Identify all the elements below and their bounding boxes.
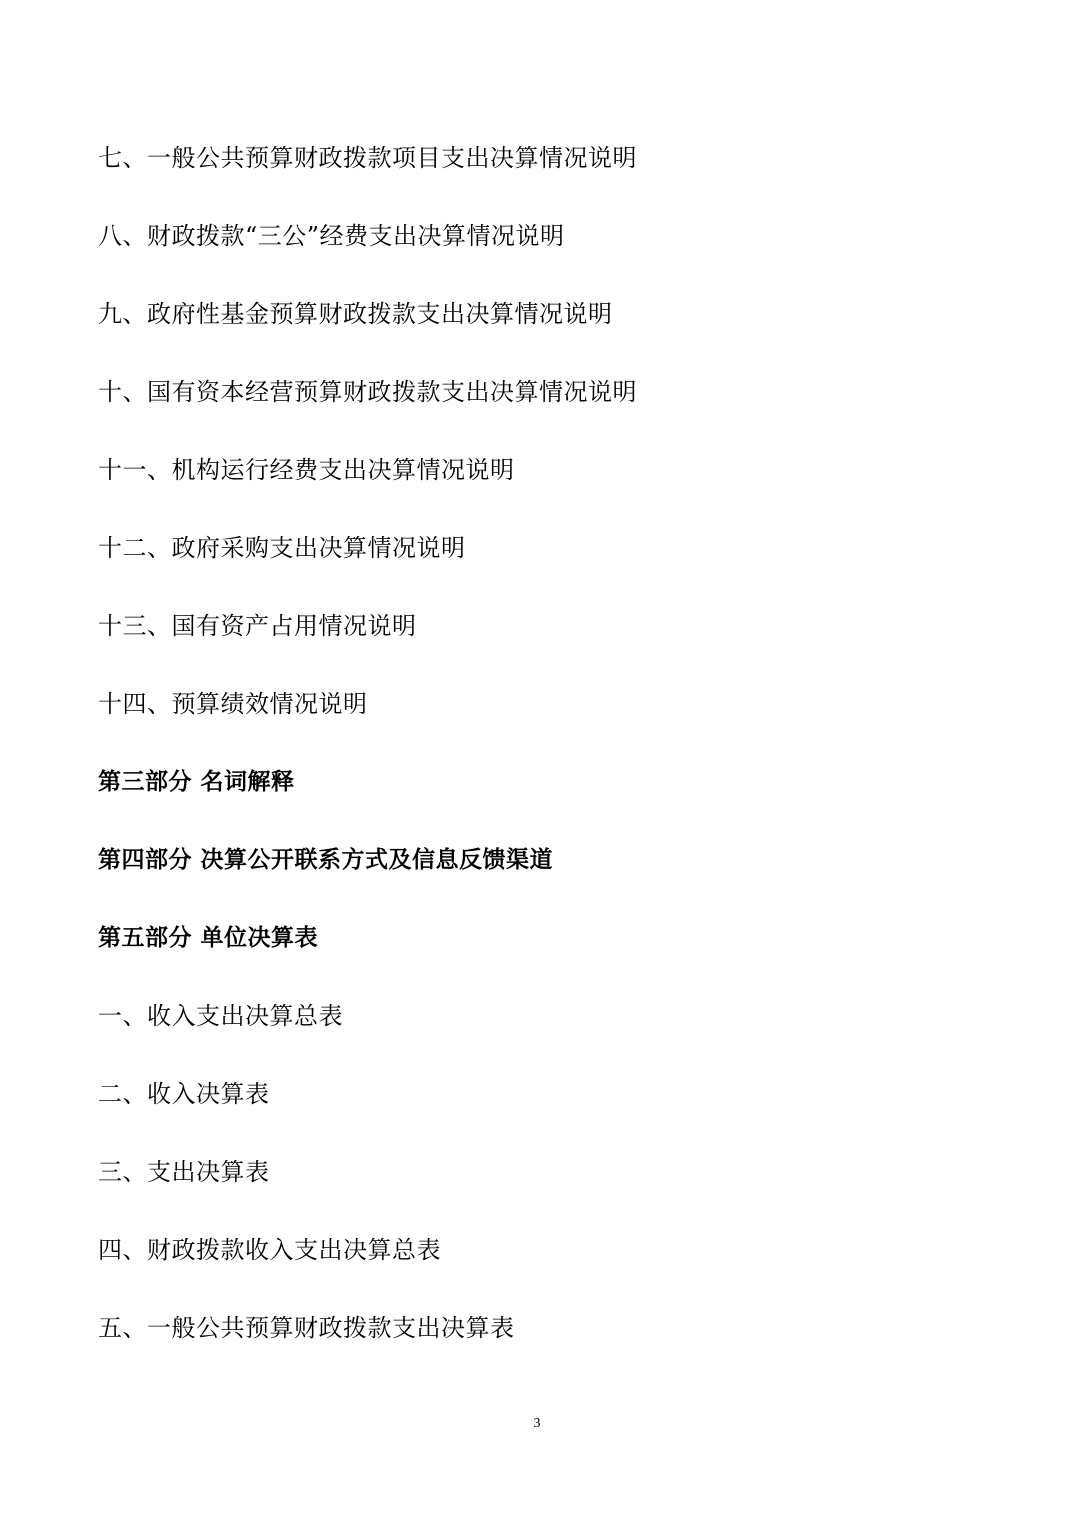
toc-item-10: 十、国有资本经营预算财政拨款支出决算情况说明 <box>98 378 637 406</box>
table-of-contents <box>98 138 978 1386</box>
toc-section-part-3: 第三部分 名词解释 <box>98 769 295 795</box>
toc-table-2: 二、收入决算表 <box>98 1080 270 1108</box>
toc-section-part-5: 第五部分 单位决算表 <box>98 925 319 951</box>
toc-table-3: 三、支出决算表 <box>98 1158 270 1186</box>
toc-item-9: 九、政府性基金预算财政拨款支出决算情况说明 <box>98 300 613 328</box>
toc-table-5: 五、一般公共预算财政拨款支出决算表 <box>98 1314 515 1342</box>
toc-item-14: 十四、预算绩效情况说明 <box>98 690 368 718</box>
page-number: 3 <box>533 1416 541 1431</box>
toc-item-11: 十一、机构运行经费支出决算情况说明 <box>98 456 515 484</box>
toc-item-7: 七、一般公共预算财政拨款项目支出决算情况说明 <box>98 144 637 172</box>
toc-item-12: 十二、政府采购支出决算情况说明 <box>98 534 466 562</box>
toc-table-1: 一、收入支出决算总表 <box>98 1002 343 1030</box>
toc-table-4: 四、财政拨款收入支出决算总表 <box>98 1236 441 1264</box>
toc-section-part-4: 第四部分 决算公开联系方式及信息反馈渠道 <box>98 847 554 873</box>
toc-item-13: 十三、国有资产占用情况说明 <box>98 612 417 640</box>
toc-item-8: 八、财政拨款“三公”经费支出决算情况说明 <box>98 222 565 250</box>
